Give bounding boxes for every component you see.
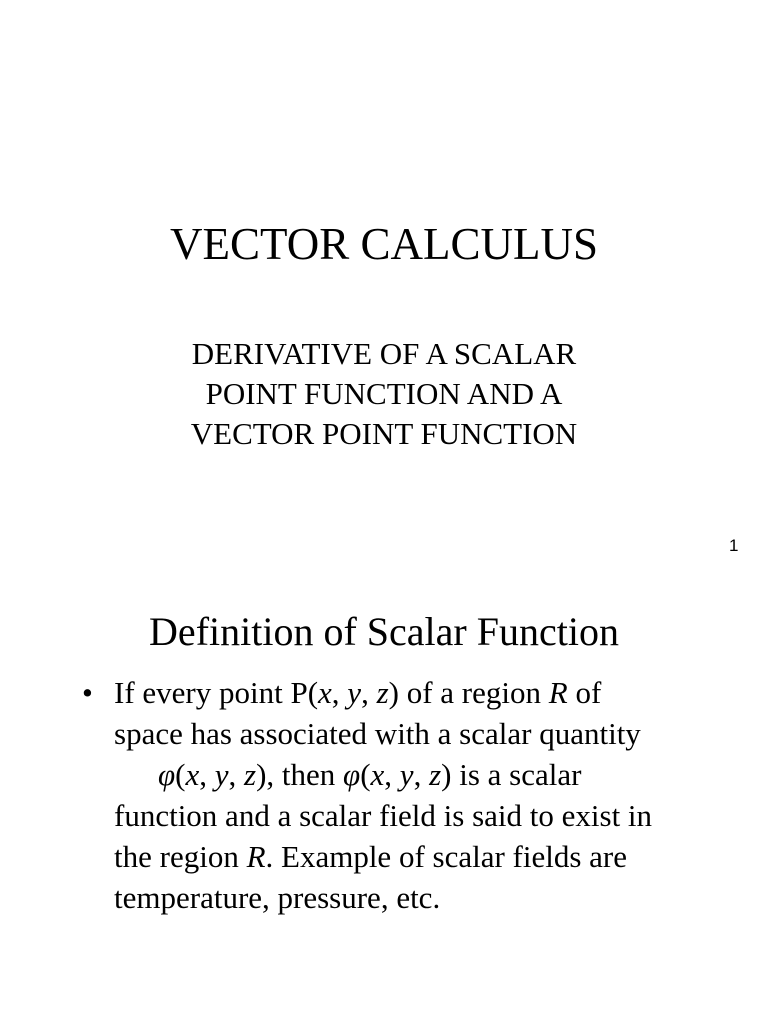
- bullet-marker: •: [82, 675, 93, 710]
- slide-subtitle: [0, 334, 768, 454]
- bullet-line: function and a scalar field is said to exist in: [114, 798, 653, 833]
- slide-title: VECTOR CALCULUS: [170, 219, 598, 269]
- subtitle-line: POINT FUNCTION AND A: [205, 376, 563, 411]
- subtitle-line: VECTOR POINT FUNCTION: [190, 416, 578, 451]
- page-number: 1: [729, 536, 739, 555]
- slide-2: [0, 580, 768, 1024]
- bullet-line: space has associated with a scalar quantity: [114, 716, 641, 751]
- bullet-text: [114, 672, 722, 918]
- bullet-line: the region R. Example of scalar fields are: [114, 839, 628, 874]
- subtitle-line: DERIVATIVE OF A SCALAR: [191, 336, 577, 371]
- bullet-item: [82, 672, 722, 918]
- bullet-line: If every point P(x, y, z) of a region R of: [114, 675, 602, 710]
- bullet-line: temperature, pressure, etc.: [114, 880, 441, 915]
- bullet-line: φ(x, y, z), then φ(x, y, z) is a scalar: [158, 757, 582, 792]
- slide-title: Definition of Scalar Function: [149, 609, 619, 654]
